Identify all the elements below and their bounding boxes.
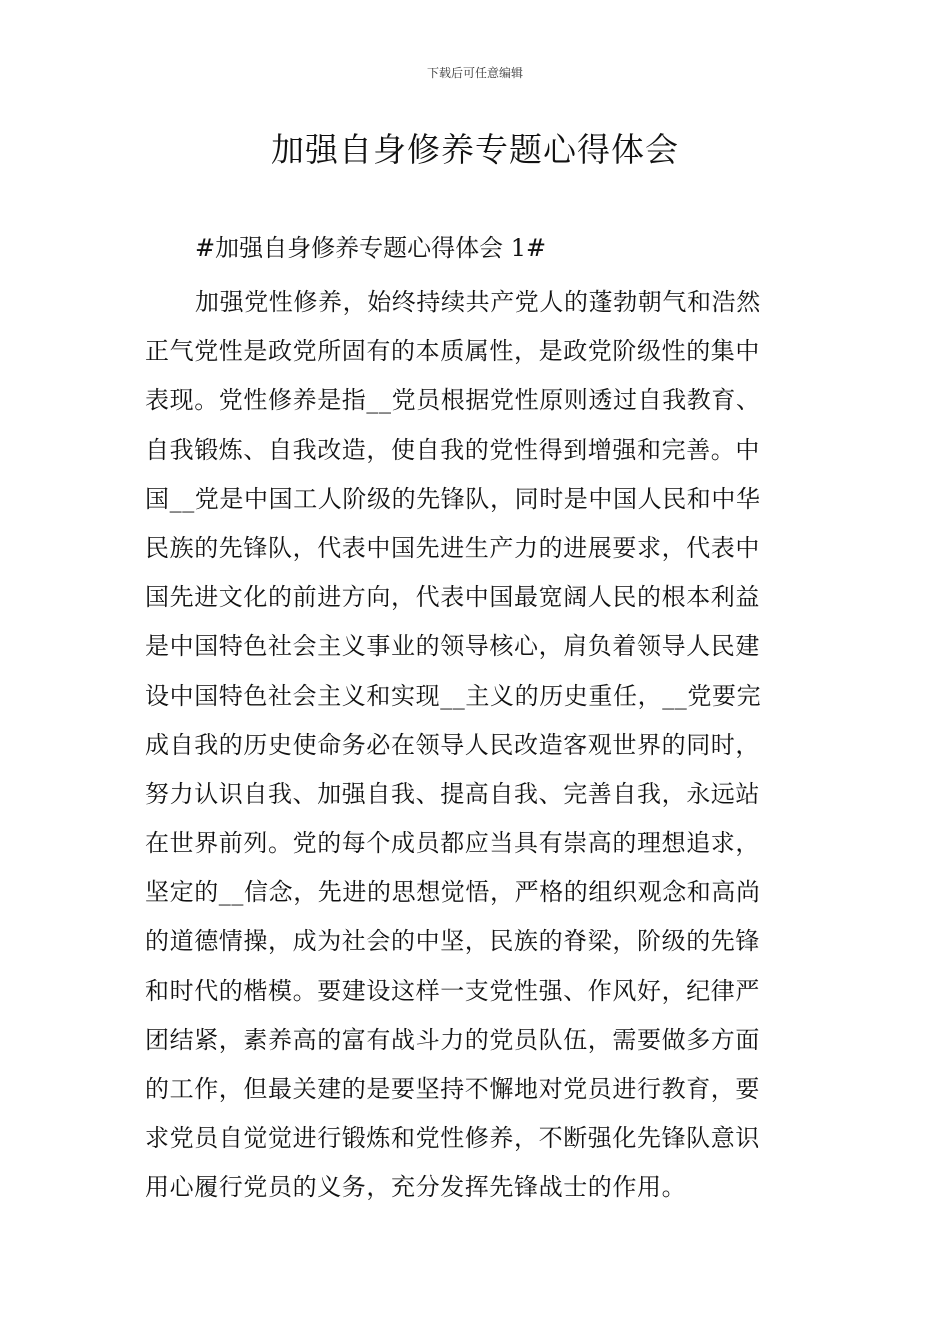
paragraph-line: 和时代的楷模。要建设这样一支党性强、作风好，纪律严: [145, 976, 760, 1005]
paragraph-line: 加强党性修养，始终持续共产党人的蓬勃朝气和浩然: [195, 288, 761, 316]
paragraph-line: 设中国特色社会主义和实现__主义的历史重任，__党要完: [145, 681, 762, 710]
document-title: 加强自身修养专题心得体会: [271, 130, 679, 169]
paragraph-line: 正气党性是政党所固有的本质属性，是政党阶级性的集中: [145, 337, 760, 366]
paragraph-line: 的道德情操，成为社会的中坚，民族的脊梁，阶级的先锋: [145, 927, 760, 956]
paragraph-line: 团结紧，素养高的富有战斗力的党员队伍，需要做多方面: [145, 1025, 760, 1054]
paragraph-line: 自我锻炼、自我改造，使自我的党性得到增强和完善。中: [145, 435, 760, 464]
section-heading: #加强自身修养专题心得体会 1#: [195, 234, 547, 262]
body-paragraph: [145, 278, 815, 1213]
paragraph-line: 是中国特色社会主义事业的领导核心，肩负着领导人民建: [145, 632, 760, 661]
paragraph-line: 国先进文化的前进方向，代表中国最宽阔人民的根本利益: [145, 583, 760, 612]
paragraph-line: 用心履行党员的义务，充分发挥先锋战士的作用。: [145, 1173, 687, 1202]
paragraph-line: 国__党是中国工人阶级的先锋队，同时是中国人民和中华: [145, 484, 761, 513]
paragraph-line: 坚定的__信念，先进的思想觉悟，严格的组织观念和高尚: [145, 878, 761, 907]
paragraph-line: 民族的先锋队，代表中国先进生产力的进展要求，代表中: [145, 533, 760, 562]
paragraph-line: 的工作，但最关建的是要坚持不懈地对党员进行教育，要: [145, 1075, 760, 1103]
paragraph-line: 表现。党性修养是指__党员根据党性原则透过自我教育、: [145, 386, 761, 415]
paragraph-line: 成自我的历史使命务必在领导人民改造客观世界的同时，: [145, 730, 760, 759]
paragraph-line: 求党员自觉觉进行锻炼和党性修养，不断强化先锋队意识: [145, 1124, 760, 1153]
header-note: 下载后可任意编辑: [426, 66, 523, 80]
paragraph-line: 在世界前列。党的每个成员都应当具有崇高的理想追求，: [145, 829, 760, 858]
paragraph-line: 努力认识自我、加强自我、提高自我、完善自我，永远站: [145, 779, 760, 808]
